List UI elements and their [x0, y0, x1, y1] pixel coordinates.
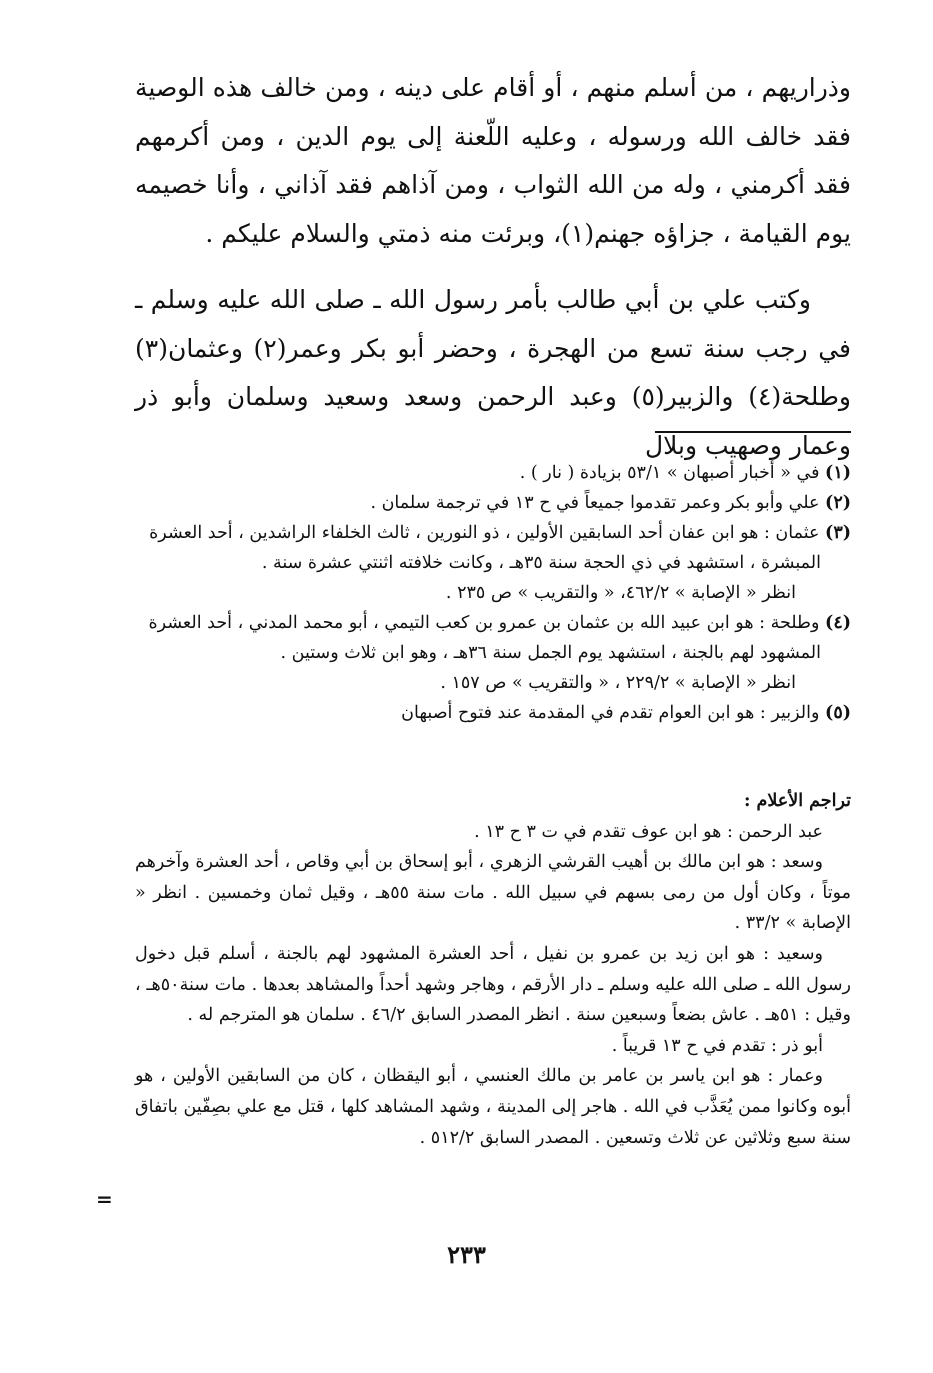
footnote-5: (٥) والزبير : هو ابن العوام تقدم في المقدمة عند فتوح أصبهان [401, 703, 851, 723]
bio-abdulrahman: عبد الرحمن : هو ابن عوف تقدم في ت ٣ ح ١٣ . [474, 821, 823, 842]
footnote-3: (٣) عثمان : هو ابن عفان أحد السابقين الأولين ، ذو النورين ، ثالث الخلفاء الراشدين ، أحد العشرة [149, 523, 851, 543]
footnote-3-reference: انظر « الإصابة » ٤٦٢/٢، « والتقريب » ص ٢٣٥ . [445, 583, 796, 603]
footnote-3-continuation: المبشرة ، استشهد في ذي الحجة سنة ٣٥هـ ، وكانت خلافته اثنتي عشرة سنة . [261, 553, 821, 573]
bio-saad: وسعد : هو ابن مالك بن أهيب القرشي الزهري ، أبو إسحاق بن أبي وقاص ، أحد العشرة وآخرهم موتاً ، وكان أول من رمى بسهم في سبيل الله . مات سنة ٥٥هـ ، وقيل ثمان وخمسين . انظر « الإصابة » ٣٣/٢ . [135, 852, 852, 934]
footnotes [135, 458, 851, 728]
main-paragraph-2 [135, 276, 851, 470]
main-paragraph-1: وذراريهم ، من أسلم منهم ، أو أقام على دينه ، ومن خالف هذه الوصية فقد خالف الله ورسوله ، وعليه اللّعنة إلى يوم الدين ، ومن أكرمهم فقد أكرمني ، وله من الله الثواب ، ومن آذاهم فقد آذاني ، وأنا خصيمه يوم القيامة ، جزاؤه جهنم(١)، وبرئت منه ذمتي والسلام عليكم . [135, 73, 851, 248]
main-paragraph-2-text: وكتب علي بن أبي طالب بأمر رسول الله ـ صلى الله عليه وسلم ـ في رجب سنة تسع من الهجرة ، وحضر أبو بكر وعمر(٢) وعثمان(٣) وطلحة(٤) والزبير(٥) وعبد الرحمن وسعد وسعيد وسلمان وأبو ذر وعمار وصهيب وبلال [135, 285, 851, 460]
footnote-4: (٤) وطلحة : هو ابن عبيد الله بن عثمان بن عمرو بن كعب التيمي ، أبو محمد المدني ، أحد العشرة [148, 613, 851, 633]
main-text [135, 64, 851, 470]
footnote-4-continuation: المشهود لهم بالجنة ، استشهد يوم الجمل سنة ٣٦هـ ، وهو ابن ثلاث وستين . [280, 643, 821, 663]
footnote-4-reference: انظر « الإصابة » ٢٢٩/٢ ، « والتقريب » ص ١٥٧ . [440, 673, 796, 693]
page-number: ٢٣٣ [447, 1240, 486, 1269]
biographies-section [135, 786, 851, 1153]
footnote-separator [655, 431, 851, 433]
bio-saeed: وسعيد : هو ابن زيد بن عمرو بن نفيل ، أحد العشرة المشهود لهم بالجنة ، أسلم قبل دخول رسول الله ـ صلى الله عليه وسلم ـ دار الأرقم ، وهاجر وشهد أحداً والمشاهد بعدها . مات سنة٥٠هـ ، وقيل : ٥١هـ . عاش بضعاً وسبعين سنة . انظر المصدر السابق ٤٦/٢ . سلمان هو المترجم له . [135, 943, 851, 1026]
biographies-heading: تراجم الأعلام : [743, 791, 851, 811]
bio-ammar: وعمار : هو ابن ياسر بن عامر بن مالك العنسي ، أبو اليقظان ، كان من السابقين الأولين ، هو أبوه وكانوا ممن يُعَذَّب في الله . هاجر إلى المدينة ، وشهد المشاهد كلها ، قتل مع علي بصِفّين باتفاق سنة سبع وثلاثين عن ثلاث وتسعين . المصدر السابق ٥١٢/٢ . [135, 1066, 851, 1148]
footnote-2: (٢) علي وأبو بكر وعمر تقدموا جميعاً في ح ١٣ في ترجمة سلمان . [370, 493, 851, 513]
continuation-mark: = [96, 1187, 113, 1211]
footnote-1: (١) في « أخبار أصبهان » ٥٣/١ بزيادة ( نار ) . [519, 463, 851, 483]
bio-abu-dhar: أبو ذر : تقدم في ح ١٣ قريباً . [611, 1035, 823, 1056]
